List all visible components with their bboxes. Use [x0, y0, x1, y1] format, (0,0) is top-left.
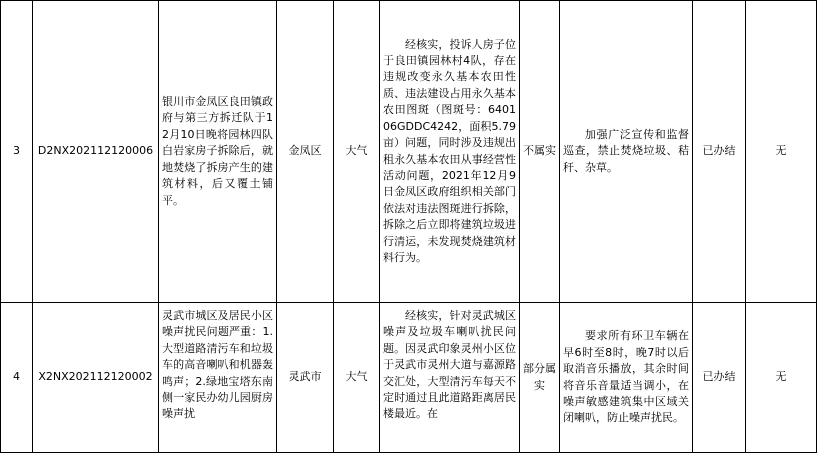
findings-text: 经核实，针对灵武城区噪声及垃圾车喇叭扰民问题。因灵武印象灵州小区位于灵武市灵州大道与嘉源路交汇处，大型清污车每天不定时通过且此道路距离居民楼最近。在: [383, 309, 516, 421]
pollution-type: 大气: [334, 303, 380, 453]
accountability: 无: [746, 1, 817, 303]
accountability: 无: [746, 303, 817, 453]
investigation-findings: [380, 1, 520, 303]
complaint-text: 银川市金凤区良田镇政府与第三方拆迁队于12月10日晚将园林四队白岩家房子拆除后，就地焚烧了拆房产生的建筑材料，后又覆土铺平。: [162, 95, 273, 207]
findings-text: 经核实，投诉人房子位于良田镇园林村4队，存在违规改变永久基本农田性质、违法建设占用永久基本农田图斑（图斑号：640106GDDC4242，面积5.79亩）问题，同时涉及违规出租永久基本农田从事经营性活动问题，2021年12月9日金凤区政府组织相关部门依法对违法图斑进行拆除，拆除之后立即将建筑垃圾进行清运，未发现焚烧建筑材料行为。: [383, 37, 516, 264]
table-row: [1, 303, 817, 453]
verification-verdict: 部分属实: [520, 303, 560, 453]
case-code: D2NX202112120006: [33, 1, 159, 303]
measures-text: 加强广泛宣传和监督巡查，禁止焚烧垃圾、秸秆、杂草。: [563, 127, 689, 174]
verification-verdict: 不属实: [520, 1, 560, 303]
administrative-district: 金凤区: [277, 1, 334, 303]
table-row: [1, 1, 817, 303]
administrative-district: 灵武市: [277, 303, 334, 453]
row-index: 4: [1, 303, 33, 453]
handling-measures: [560, 1, 693, 303]
measures-text: 要求所有环卫车辆在早6时至8时，晚7时以后取消音乐播放，其余时间将音乐音量适当调小，在噪声敏感建筑集中区域关闭喇叭，防止噪声扰民。: [563, 329, 689, 425]
case-code: X2NX202112120002: [33, 303, 159, 453]
complaint-text: 灵武市城区及居民小区噪声扰民问题严重：1.大型道路清污车和垃圾车的高音喇叭和机器轰鸣声；2.绿地宝塔东南侧一家民办幼儿园厨房噪声扰: [162, 309, 273, 421]
handling-status: 已办结: [693, 303, 746, 453]
complaint-content: [159, 1, 277, 303]
handling-measures: [560, 303, 693, 453]
complaint-content: [159, 303, 277, 453]
investigation-findings: [380, 303, 520, 453]
row-index: 3: [1, 1, 33, 303]
handling-status: 已办结: [693, 1, 746, 303]
pollution-type: 大气: [334, 1, 380, 303]
